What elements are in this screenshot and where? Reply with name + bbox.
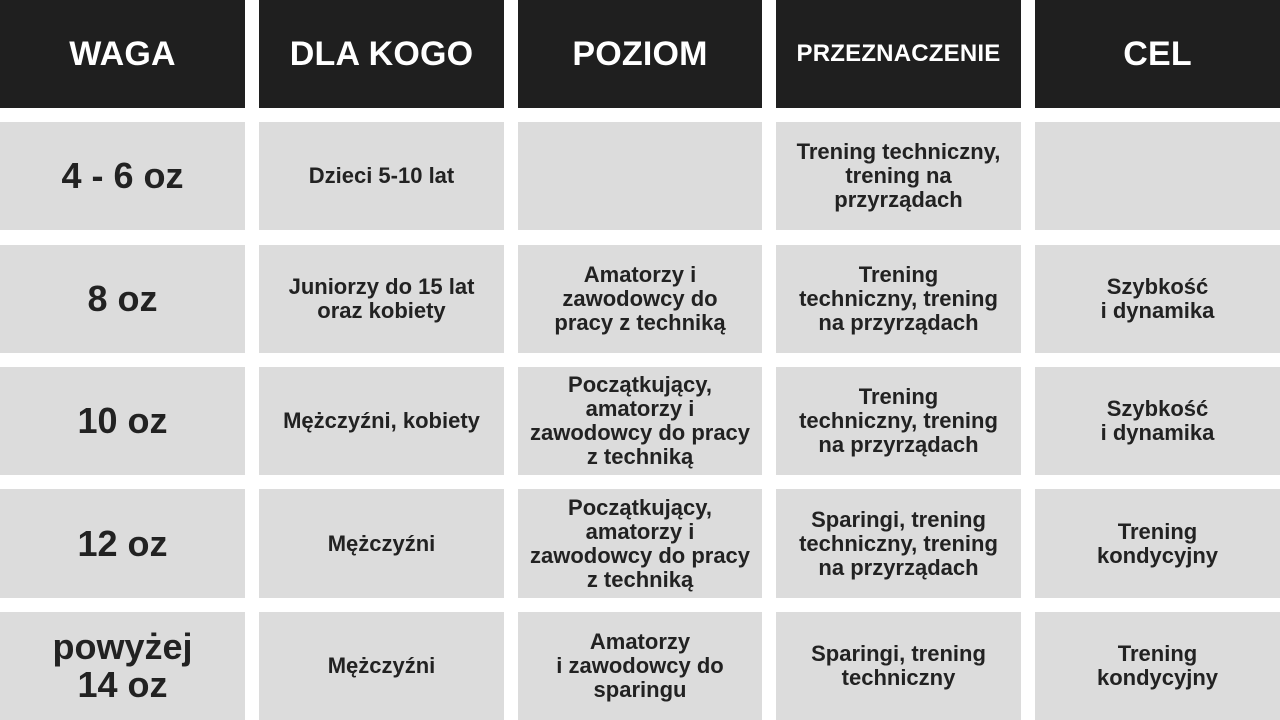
table-row-cell-cel (1035, 245, 1280, 353)
table-row-cell-poziom (518, 367, 762, 475)
cell-text: Sparingi, trening techniczny (811, 641, 986, 690)
table-row-cell-waga (0, 245, 245, 353)
table-row-cell-dla-kogo (259, 612, 504, 720)
cell-text: Trening techniczny, trening na przyrządach (799, 262, 998, 335)
cell-text: Amatorzy i zawodowcy do sparingu (556, 629, 724, 702)
header-cel (1035, 0, 1280, 108)
cell-text: Trening kondycyjny (1096, 518, 1219, 568)
cell-text: Szybkość i dynamika (1100, 274, 1215, 323)
table-row-cell-waga (0, 367, 245, 475)
table-row-cell-dla-kogo (259, 245, 504, 353)
table-row-cell-cel (1035, 122, 1280, 230)
header-dla-kogo-label: DLA KOGO (289, 34, 474, 73)
cell-text: 4 - 6 oz (61, 155, 184, 196)
table-row-cell-waga (0, 489, 245, 598)
header-poziom (518, 0, 762, 108)
table-row-cell-przeznaczenie (776, 489, 1021, 598)
cell-text: Juniorzy do 15 lat oraz kobiety (288, 274, 475, 323)
cell-text: Trening techniczny, trening na przyrządach (799, 384, 998, 457)
cell-text: powyżej 14 oz (52, 626, 193, 705)
header-przeznaczenie-label: PRZEZNACZENIE (796, 40, 1001, 67)
table-row-cell-dla-kogo (259, 122, 504, 230)
table-row-cell-dla-kogo (259, 367, 504, 475)
cell-text: Mężczyźni, kobiety (283, 408, 480, 433)
header-dla-kogo (259, 0, 504, 108)
cell-text: Mężczyźni (327, 653, 436, 678)
table-row-cell-cel (1035, 612, 1280, 720)
table-row-cell-przeznaczenie (776, 367, 1021, 475)
table-row-cell-przeznaczenie (776, 122, 1021, 230)
table-row-cell-dla-kogo (259, 489, 504, 598)
table-row-cell-waga (0, 612, 245, 720)
header-waga-label: WAGA (69, 34, 176, 73)
header-poziom-label: POZIOM (572, 34, 708, 73)
cell-text: Początkujący, amatorzy i zawodowcy do pracy z techniką (529, 494, 751, 592)
cell-text: 8 oz (87, 278, 158, 319)
cell-text: Trening kondycyjny (1096, 641, 1219, 690)
cell-text: Amatorzy i zawodowcy do pracy z techniką (554, 262, 726, 335)
table-row-cell-cel (1035, 489, 1280, 598)
header-przeznaczenie (776, 0, 1021, 108)
cell-text: Trening techniczny, trening na przyrządach (796, 139, 1001, 212)
cell-text: 12 oz (77, 522, 168, 564)
header-waga (0, 0, 245, 108)
header-cel-label: CEL (1123, 34, 1192, 73)
table-row-cell-poziom (518, 612, 762, 720)
table-row-cell-przeznaczenie (776, 612, 1021, 720)
cell-text: 10 oz (77, 400, 168, 441)
table-row-cell-przeznaczenie (776, 245, 1021, 353)
cell-text: Początkujący, amatorzy i zawodowcy do pracy z techniką (529, 372, 751, 469)
table-row-cell-poziom (518, 122, 762, 230)
table-row-cell-poziom (518, 489, 762, 598)
table-row-cell-cel (1035, 367, 1280, 475)
cell-text: Mężczyźni (327, 530, 436, 556)
table-row-cell-poziom (518, 245, 762, 353)
table-row-cell-waga (0, 122, 245, 230)
cell-text: Szybkość i dynamika (1100, 396, 1215, 445)
cell-text: Sparingi, trening techniczny, trening na przyrządach (799, 506, 998, 580)
cell-text: Dzieci 5-10 lat (308, 163, 455, 188)
